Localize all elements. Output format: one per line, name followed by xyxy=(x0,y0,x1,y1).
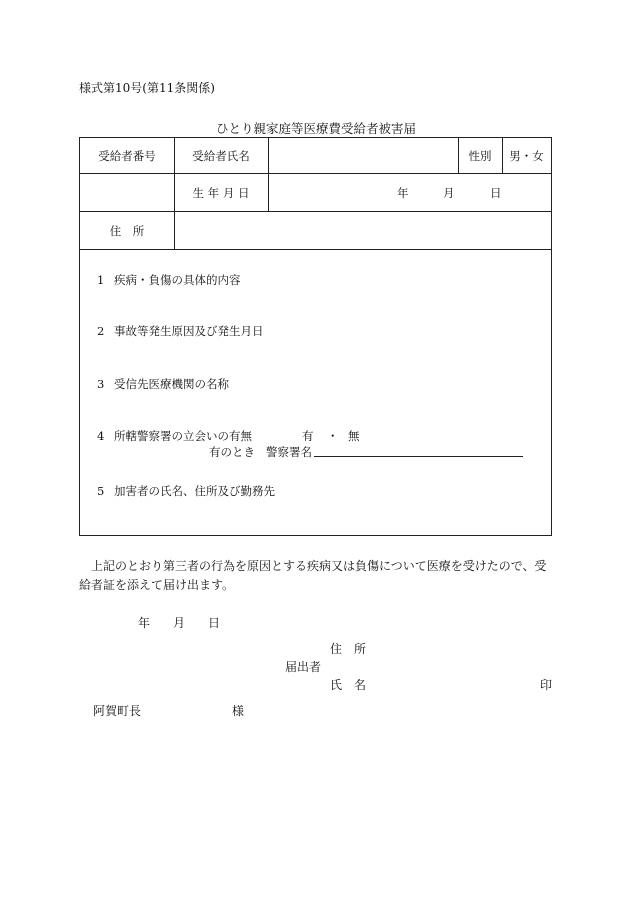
form-number: 様式第10号(第11条関係) xyxy=(79,81,215,95)
item-4-label: 所轄警察署の立会いの有無 xyxy=(114,429,252,443)
applicant-name-label: 氏 名 xyxy=(330,678,367,692)
form-title: ひとり親家庭等医療費受給者被害届 xyxy=(215,121,416,136)
police-yes: 有 xyxy=(302,429,314,443)
birth-day-unit: 日 xyxy=(490,186,502,200)
police-station-name-label: 警察署名 xyxy=(266,445,312,459)
item-1 xyxy=(97,272,241,288)
mayor-addressee: 阿賀町長 xyxy=(93,704,142,718)
item-5-label: 加害者の氏名、住所及び勤務先 xyxy=(114,484,275,498)
gender-options: 男・女 xyxy=(509,149,544,163)
seal-mark: 印 xyxy=(540,678,553,692)
item-3-label: 受信先医療機関の名称 xyxy=(114,377,229,391)
date-month-unit: 月 xyxy=(173,616,186,630)
item-1-number: 1 xyxy=(97,273,105,287)
date-day-unit: 日 xyxy=(208,616,221,630)
police-separator: ・ xyxy=(327,429,339,443)
police-station-name-line xyxy=(314,456,523,457)
item-1-label: 疾病・負傷の具体的内容 xyxy=(114,273,241,287)
row-divider-1 xyxy=(80,173,551,174)
address-label: 住 所 xyxy=(109,224,145,238)
declaration-text: 上記のとおり第三者の行為を原因とする疾病又は負傷について医療を受けたので、受給者証を添えて届け出ます。 xyxy=(79,559,547,592)
item-2 xyxy=(97,323,264,339)
birth-date-label: 生 年 月 日 xyxy=(192,186,250,200)
column-divider-value xyxy=(268,138,269,211)
form-table xyxy=(79,137,552,536)
gender-label: 性別 xyxy=(468,149,492,163)
item-5 xyxy=(97,483,275,499)
date-year-unit: 年 xyxy=(138,616,151,630)
item-4-number: 4 xyxy=(97,429,105,443)
row-divider-3 xyxy=(80,249,551,250)
row-divider-2 xyxy=(80,211,551,212)
item-5-number: 5 xyxy=(97,484,105,498)
item-3 xyxy=(97,376,229,392)
police-no: 無 xyxy=(348,429,360,443)
addressee-honorific: 様 xyxy=(232,704,245,718)
police-if-yes: 有のとき xyxy=(209,445,255,459)
item-3-number: 3 xyxy=(97,377,105,391)
item-2-number: 2 xyxy=(97,324,105,338)
item-2-label: 事故等発生原因及び発生月日 xyxy=(114,324,264,338)
birth-year-unit: 年 xyxy=(397,186,409,200)
applicant-label: 届出者 xyxy=(285,660,322,674)
applicant-address-label: 住 所 xyxy=(330,642,367,656)
item-4 xyxy=(97,428,252,444)
recipient-number-label: 受給者番号 xyxy=(98,149,156,163)
birth-month-unit: 月 xyxy=(443,186,455,200)
recipient-name-label: 受給者氏名 xyxy=(192,149,250,163)
